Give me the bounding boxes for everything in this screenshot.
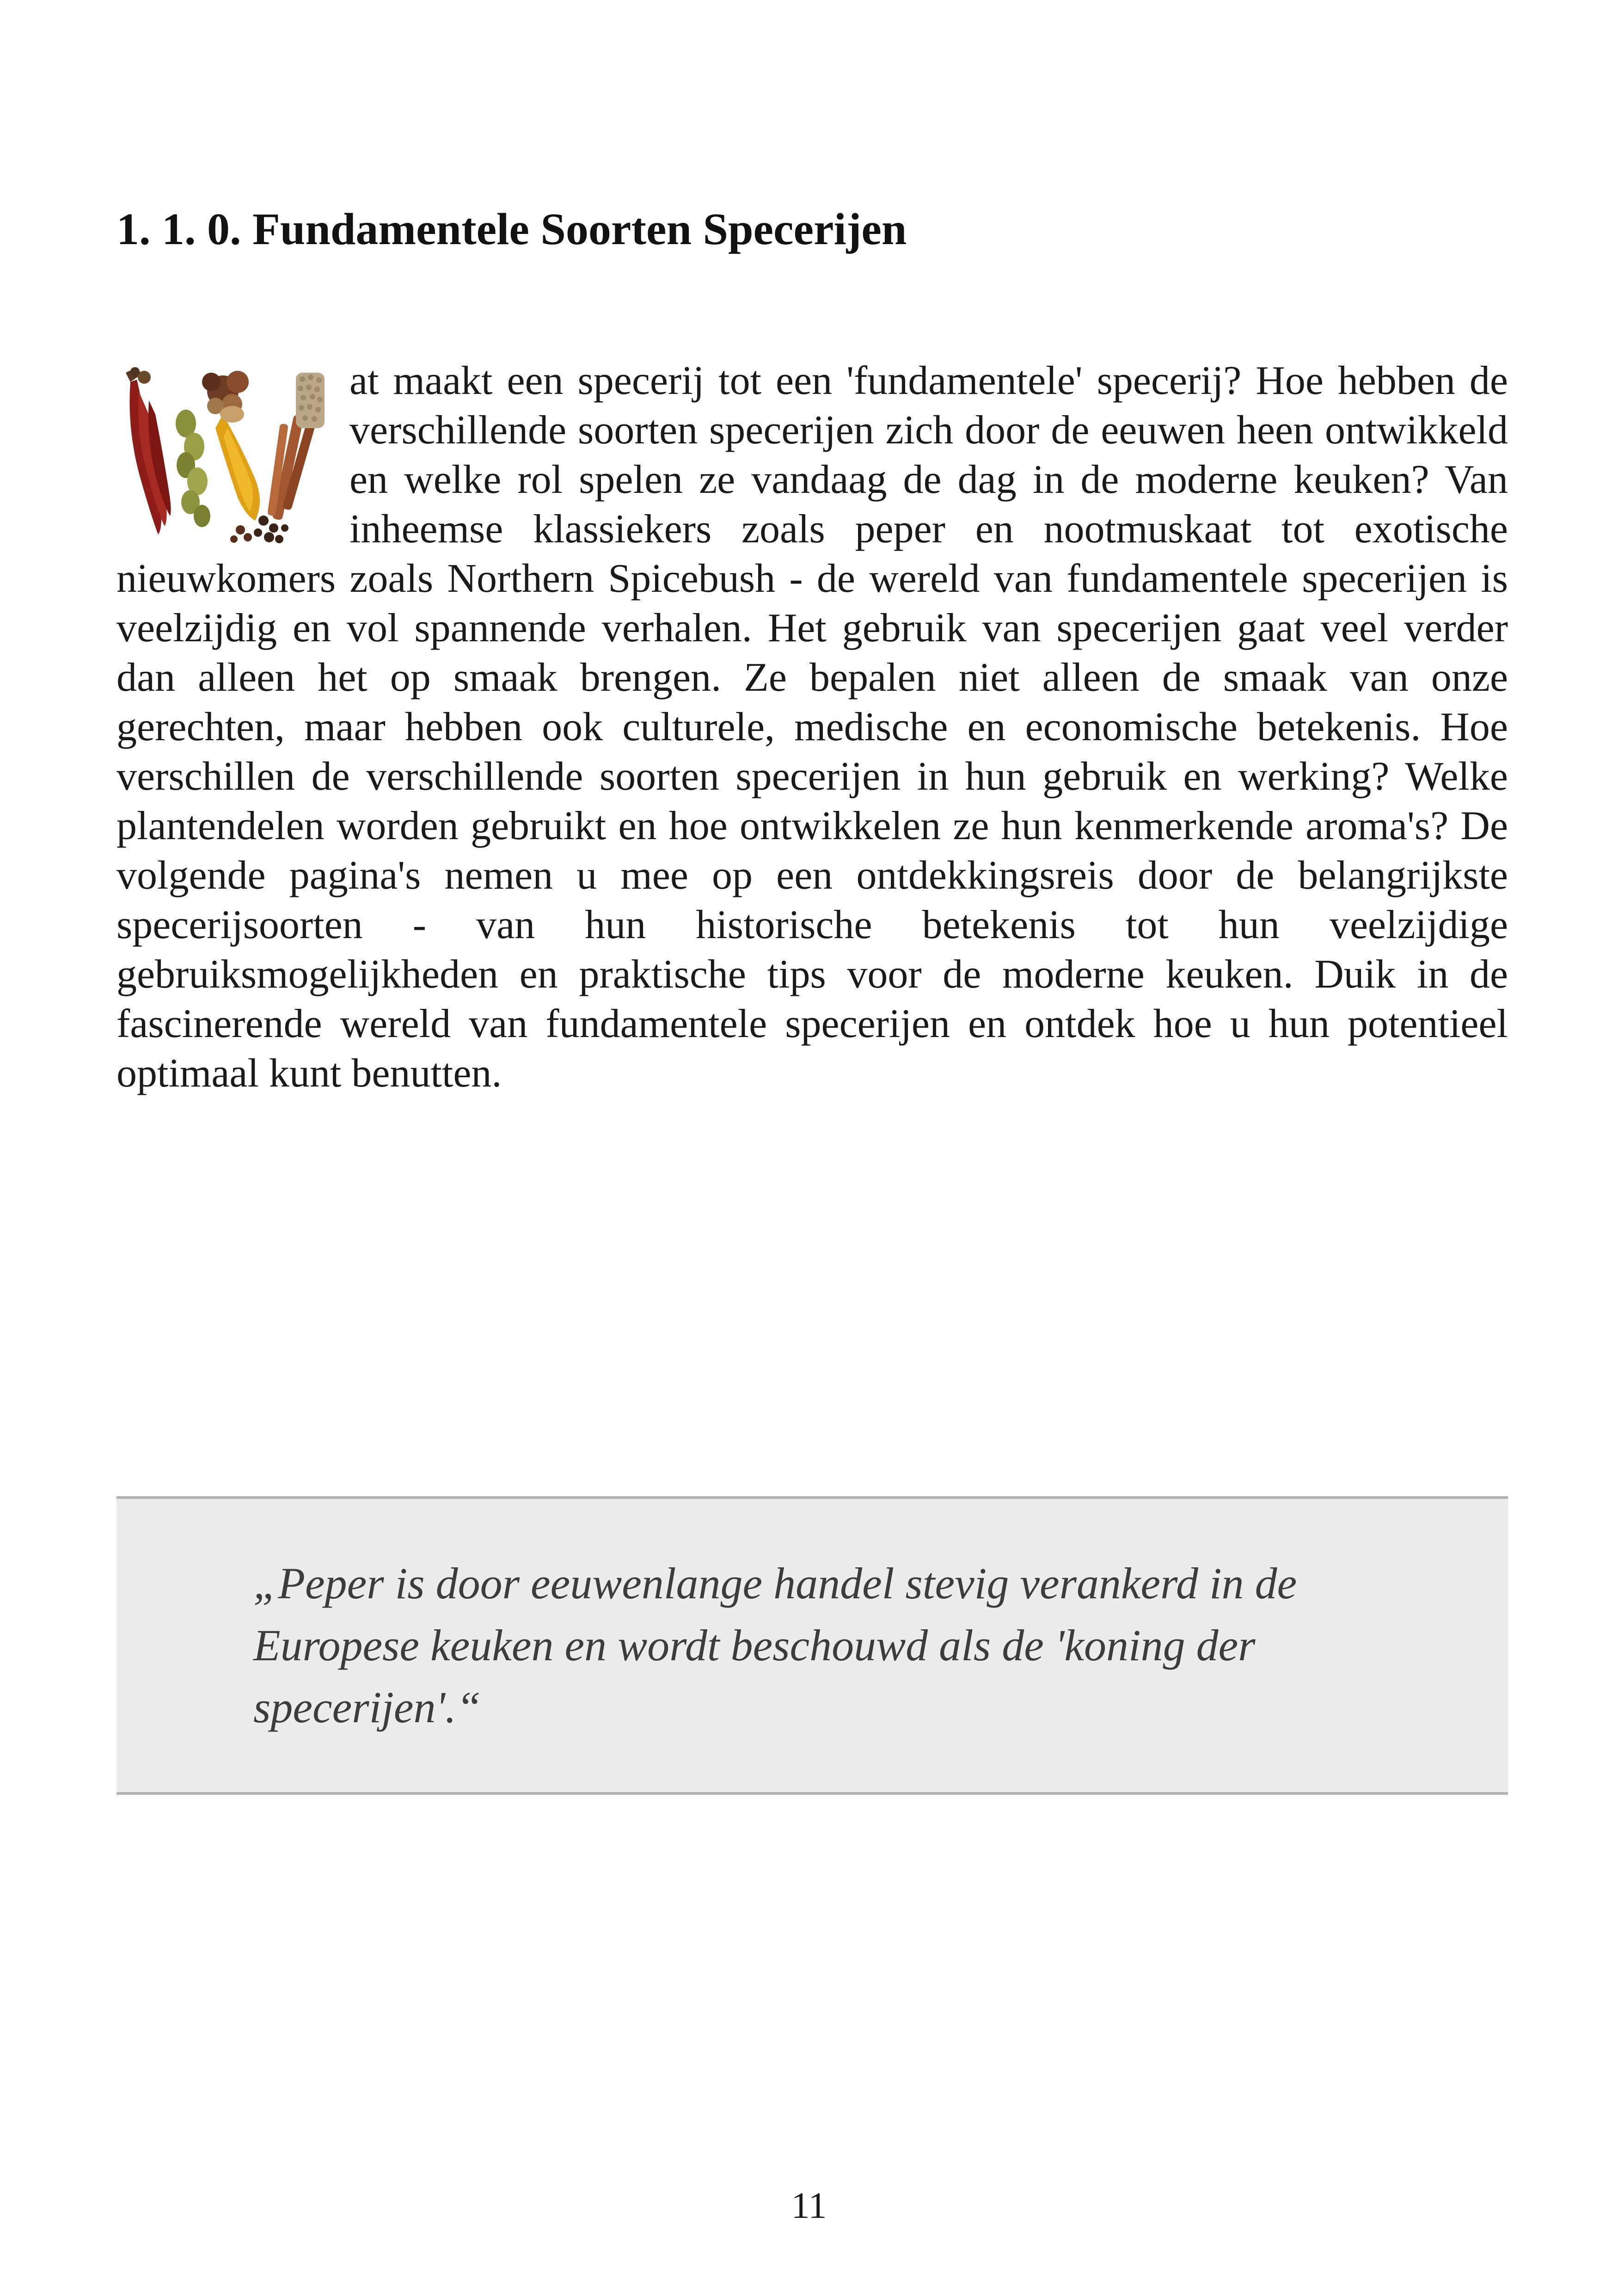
page-number: 11: [791, 2185, 827, 2226]
cardamom-stroke: [176, 410, 210, 527]
chili-pepper-stroke: [126, 367, 171, 534]
peppercorn-cluster: [254, 516, 288, 543]
section-heading: 1. 1. 0. Fundamentele Soorten Specerijen: [116, 204, 907, 254]
pull-quote-box: [116, 1496, 1508, 1795]
pull-quote-text: „Peper is door eeuwenlange handel stevig verankerd in de Europese keuken en wordt beschouwd als de 'koning der specerijen'.“: [253, 1559, 1297, 1732]
seeds-cluster: [296, 373, 325, 428]
turmeric-stroke: [215, 406, 260, 521]
spice-drop-cap-image: [116, 363, 334, 548]
intro-section: [116, 356, 1508, 1098]
body-paragraph: at maakt een specerij tot een 'fundamentele' specerij? Hoe hebben de verschillende soorten specerijen zich door de eeuwen heen ontwikkeld en welke rol spelen ze vandaag de dag in de moderne keuken? Van inheemse klassiekers zoals peper en nootmuskaat tot exotische nieuwkomers zoals Northern Spicebush - de wereld van fundamentele specerijen is veelzijdig en vol spannende verhalen. Het gebruik van specerijen gaat veel verder dan alleen het op smaak brengen. Ze bepalen niet alleen de smaak van onze gerechten, maar hebben ook culturele, medische en economische betekenis. Hoe verschillen de verschillende soorten specerijen in hun gebruik en werking? Welke plantendelen worden gebruikt en hoe ontwikkelen ze hun kenmerkende aroma's? De volgende pagina's nemen u mee op een ontdekkingsreis door de belangrijkste specerijsoorten - van hun historische betekenis tot hun veelzijdige gebruiksmogelijkheden en praktische tips voor de moderne keuken. Duik in de fascinerende wereld van fundamentele specerijen en ontdek hoe u hun potentieel optimaal kunt benutten.: [116, 358, 1508, 1096]
cloves-cluster: [230, 525, 252, 543]
